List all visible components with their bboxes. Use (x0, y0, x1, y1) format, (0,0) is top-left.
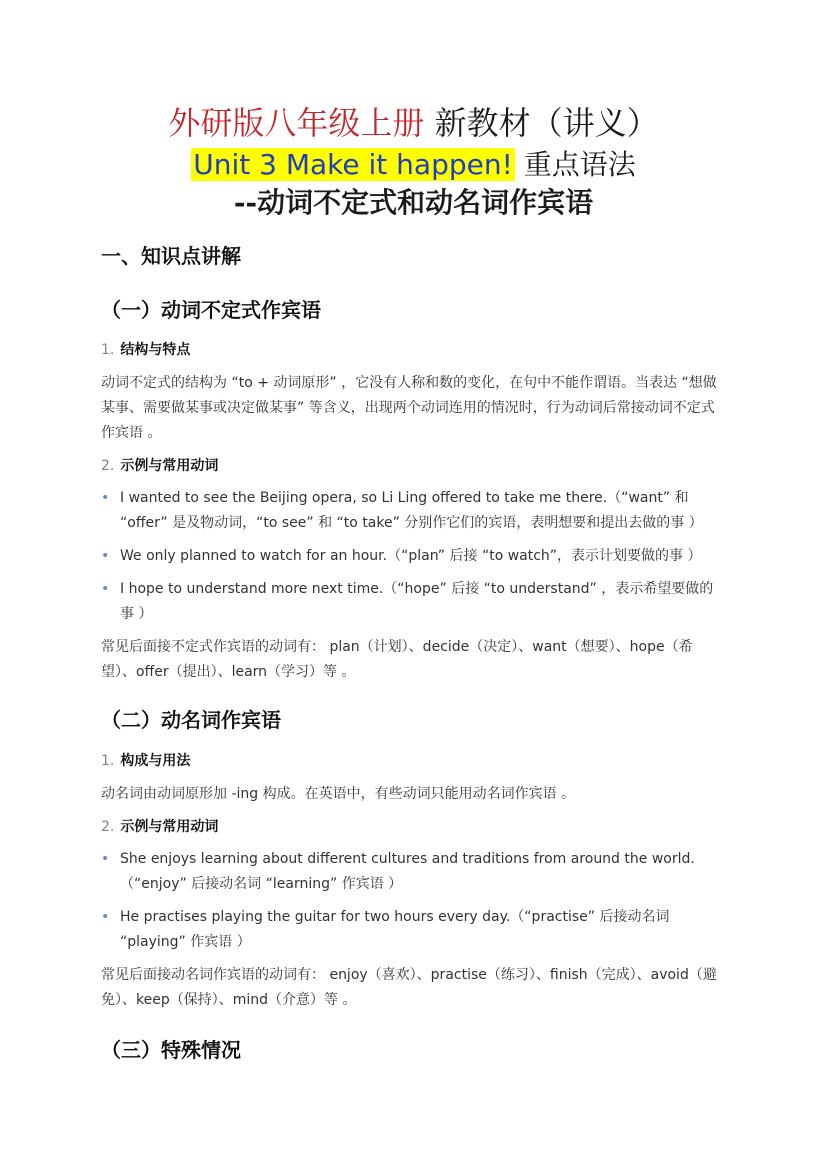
part2-sub2-title: 示例与常用动词 (120, 819, 219, 835)
list-item-text: She enjoys learning about different cultures and traditions from around the world.（“enjoy” 后接动名词 “learning” 作宾语 ） (120, 851, 695, 892)
part2-heading: （二）动名词作宾语 (101, 708, 281, 732)
part1-heading: （一）动词不定式作宾语 (101, 298, 321, 322)
part1-sub2-heading (101, 456, 218, 476)
part1-sub1-heading (101, 340, 190, 360)
doc-title (0, 103, 827, 143)
doc-title-red: 外研版八年级上册 (168, 104, 425, 142)
part2-sub1-heading (101, 751, 190, 771)
doc-subtitle: --动词不定式和动名词作宾语 (233, 186, 594, 219)
part1-sub1-num: 1. (101, 342, 115, 358)
bullet-icon: • (101, 548, 110, 564)
part2-sub1-text: 动名词由动词原形加 -ing 构成。在英语中，有些动词只能用动名词作宾语 。 (101, 786, 576, 802)
part1-sub2-num: 2. (101, 458, 115, 474)
part2-sub1-num: 1. (101, 753, 115, 769)
bullet-icon: • (101, 851, 110, 867)
part3-heading: （三）特殊情况 (101, 1038, 241, 1062)
list-item-text: I hope to understand more next time.（“hope” 后接 “to understand” ，表示希望要做的事 ） (120, 581, 714, 622)
part2-sub2-heading (101, 817, 218, 837)
bullet-icon: • (101, 490, 110, 506)
unit-title-highlight: Unit 3 Make it happen! (193, 148, 513, 181)
part1-sub1-title: 结构与特点 (120, 342, 191, 358)
part2-common-verbs: 常见后面接动名词作宾语的动词有： enjoy（喜欢）、practise（练习）、finish（完成）、avoid（避免）、keep（保持）、mind（介意）等 。 (101, 967, 717, 1008)
bullet-icon: • (101, 581, 110, 597)
part1-sub2-title: 示例与常用动词 (120, 458, 219, 474)
section-heading: 一、知识点讲解 (101, 244, 241, 268)
part2-sub2-num: 2. (101, 819, 115, 835)
list-item (101, 577, 721, 627)
list-item (101, 486, 721, 536)
list-item-text: I wanted to see the Beijing opera, so Li Ling offered to take me there.（“want” 和 “offer” 是及物动词，“to see” 和 “to take” 分别作它们的宾语，表明想要和提出去做的事 ） (120, 490, 703, 531)
list-item (101, 905, 721, 955)
bullet-icon: • (101, 909, 110, 925)
part1-sub1-text: 动词不定式的结构为 “to + 动词原形” ，它没有人称和数的变化，在句中不能作谓语。当表达 “想做某事、需要做某事或决定做某事” 等含义，出现两个动词连用的情况时，行为动词后常接动词不定式作宾语 。 (101, 375, 717, 441)
part2-sub1-title: 构成与用法 (120, 753, 191, 769)
list-item (101, 847, 721, 897)
list-item (101, 544, 721, 569)
unit-title (0, 147, 827, 183)
unit-title-rest: 重点语法 (514, 148, 636, 181)
list-item-text: We only planned to watch for an hour.（“plan” 后接 “to watch”，表示计划要做的事 ） (120, 548, 702, 564)
list-item-text: He practises playing the guitar for two hours every day.（“practise” 后接动名词 “playing” 作宾语 ） (120, 909, 670, 950)
doc-title-black: 新教材（讲义） (424, 104, 659, 142)
part1-common-verbs: 常见后面接不定式作宾语的动词有： plan（计划）、decide（决定）、want（想要）、hope（希望）、offer（提出）、learn（学习）等 。 (101, 639, 693, 680)
